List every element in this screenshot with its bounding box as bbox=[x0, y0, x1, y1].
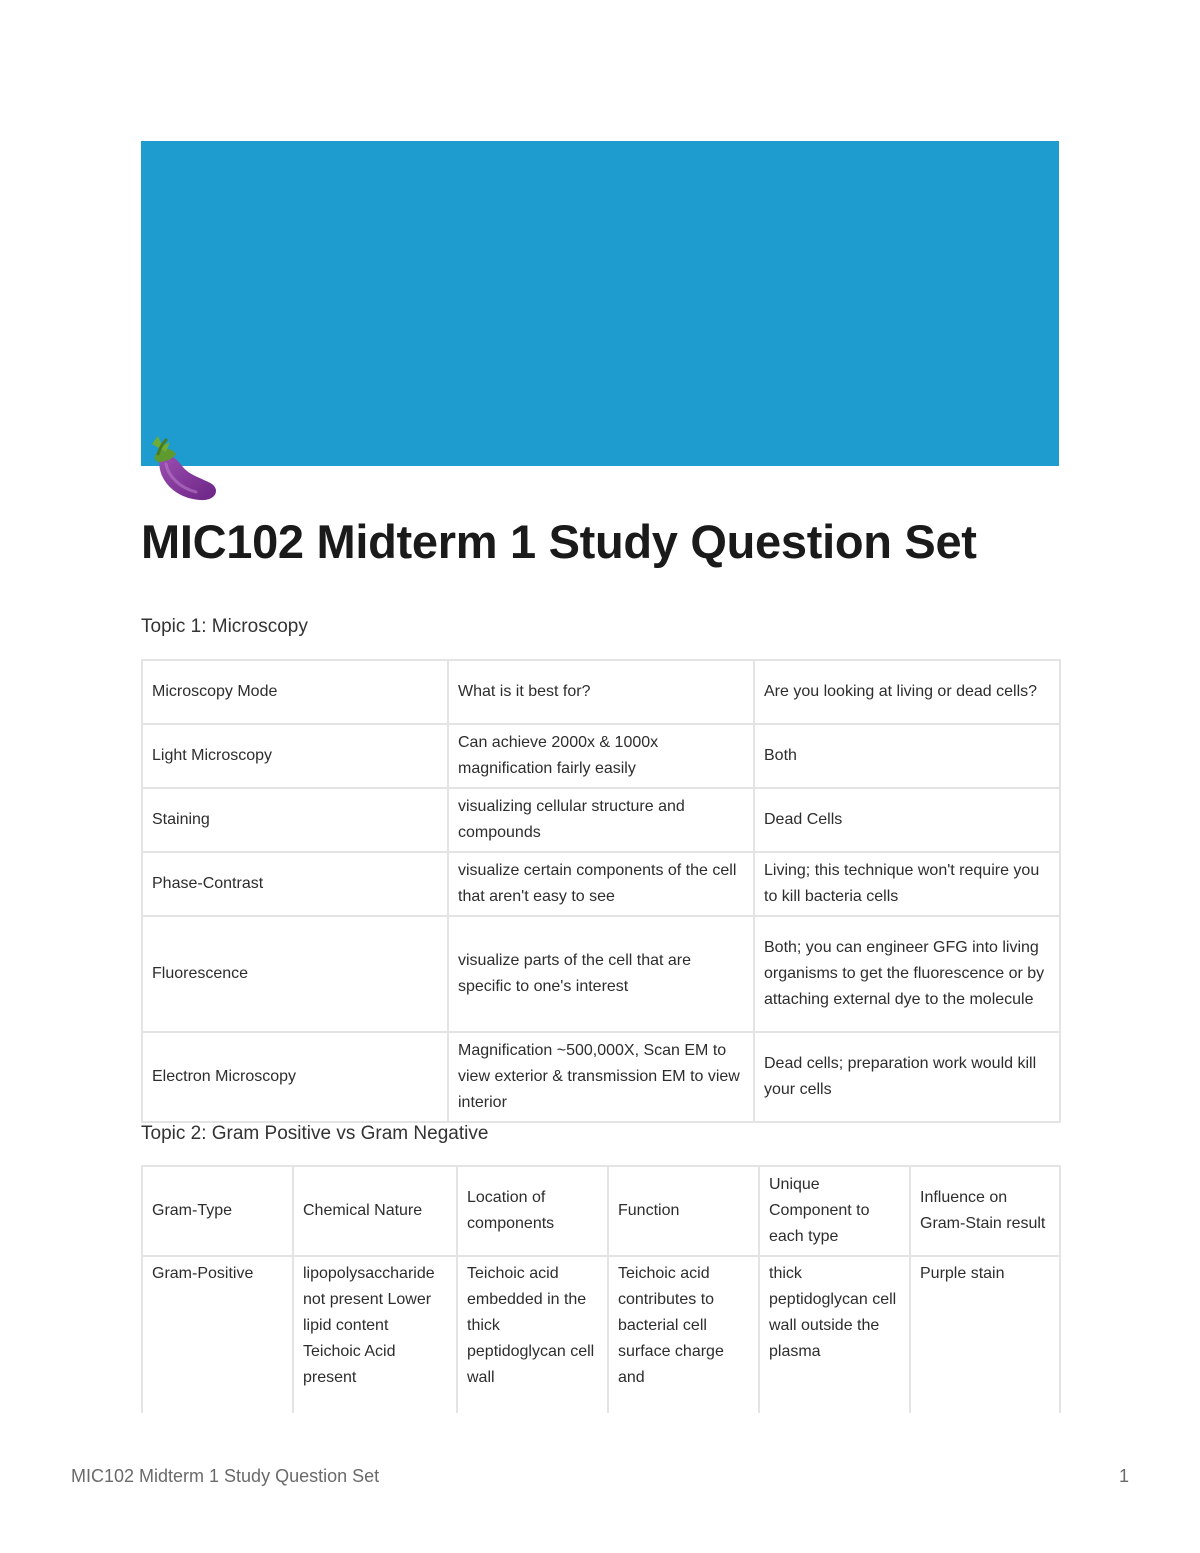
table-row bbox=[142, 916, 1060, 1032]
table-cell: Magnification ~500,000X, Scan EM to view exterior & transmission EM to view interior bbox=[448, 1032, 754, 1122]
table-cell: Can achieve 2000x & 1000x magnification fairly easily bbox=[448, 724, 754, 788]
table-cell: Living; this technique won't require you to kill bacteria cells bbox=[754, 852, 1060, 916]
table-cell: Teichoic acid embedded in the thick peptidoglycan cell wall bbox=[457, 1256, 608, 1413]
table-cell: thick peptidoglycan cell wall outside the plasma bbox=[759, 1256, 910, 1413]
table-cell: visualize certain components of the cell that aren't easy to see bbox=[448, 852, 754, 916]
table-row bbox=[142, 724, 1060, 788]
table-header-cell: Chemical Nature bbox=[293, 1166, 457, 1256]
table-cell: visualize parts of the cell that are specific to one's interest bbox=[448, 916, 754, 1032]
eggplant-icon bbox=[146, 432, 220, 504]
table-header-row bbox=[142, 1166, 1060, 1256]
table-cell: lipopolysaccharide not present Lower lipid content Teichoic Acid present bbox=[293, 1256, 457, 1413]
table-cell: Purple stain bbox=[910, 1256, 1060, 1413]
table-cell: Fluorescence bbox=[142, 916, 448, 1032]
table-cell: Staining bbox=[142, 788, 448, 852]
table-cell: Phase-Contrast bbox=[142, 852, 448, 916]
table-header-row bbox=[142, 660, 1060, 724]
page-title: MIC102 Midterm 1 Study Question Set bbox=[141, 515, 977, 568]
table-header-cell: What is it best for? bbox=[448, 660, 754, 724]
topic-2-heading: Topic 2: Gram Positive vs Gram Negative bbox=[141, 1123, 489, 1144]
table-header-cell: Gram-Type bbox=[142, 1166, 293, 1256]
table-row bbox=[142, 852, 1060, 916]
gram-comparison-table bbox=[141, 1165, 1061, 1413]
table-cell: Gram-Positive bbox=[142, 1256, 293, 1413]
table-header-cell: Unique Component to each type bbox=[759, 1166, 910, 1256]
page-number: 1 bbox=[1118, 1466, 1129, 1486]
table-cell: Light Microscopy bbox=[142, 724, 448, 788]
table-cell: Both; you can engineer GFG into living organisms to get the fluorescence or by attaching external dye to the molecule bbox=[754, 916, 1060, 1032]
topic-1-heading: Topic 1: Microscopy bbox=[141, 616, 308, 637]
table-header-cell: Microscopy Mode bbox=[142, 660, 448, 724]
table-row bbox=[142, 1032, 1060, 1122]
table-header-cell: Location of components bbox=[457, 1166, 608, 1256]
table-cell: Dead cells; preparation work would kill your cells bbox=[754, 1032, 1060, 1122]
table-cell: Dead Cells bbox=[754, 788, 1060, 852]
table-cell: Electron Microscopy bbox=[142, 1032, 448, 1122]
table-row bbox=[142, 788, 1060, 852]
footer-title: MIC102 Midterm 1 Study Question Set bbox=[71, 1466, 380, 1486]
microscopy-table bbox=[141, 659, 1061, 1123]
table-cell: Teichoic acid contributes to bacterial cell surface charge and bbox=[608, 1256, 759, 1413]
table-cell: visualizing cellular structure and compounds bbox=[448, 788, 754, 852]
table-header-cell: Are you looking at living or dead cells? bbox=[754, 660, 1060, 724]
table-header-cell: Influence on Gram-Stain result bbox=[910, 1166, 1060, 1256]
table-header-cell: Function bbox=[608, 1166, 759, 1256]
cover-banner bbox=[141, 141, 1059, 466]
table-cell: Both bbox=[754, 724, 1060, 788]
table-row bbox=[142, 1256, 1060, 1413]
